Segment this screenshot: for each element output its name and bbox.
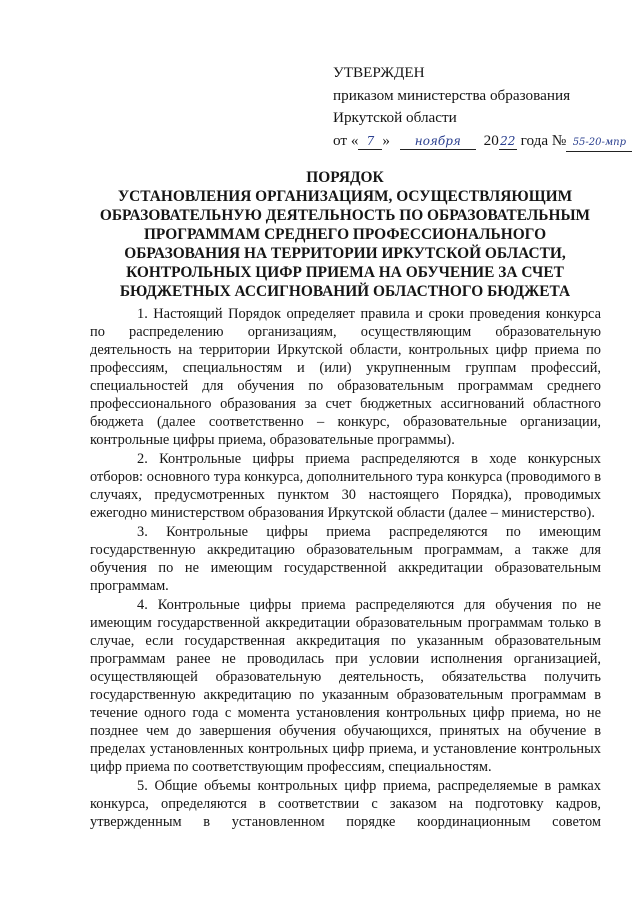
approval-date-line [333, 130, 633, 153]
paragraph-4: 4. Контрольные цифры приема распределяются для обучения по не имеющим государственной аккредитации образовательным программам только в случае, если государственная аккредитация по указанным образовательным программам ранее не проводилась при условии исполнения организацией, осуществляющей образовательную деятельность, обязательства получить государственную аккредитацию по указанным образовательным программам в течение одного года с момента установления контрольных цифр приема, но не позднее чем до завершения обучения обучающихся, принятых на обучение в пределах установленных контрольных цифр приема, и установление контрольных цифр приема по соответствующим профессиям, специальностям. [90, 597, 601, 775]
title-line: КОНТРОЛЬНЫХ ЦИФР ПРИЕМА НА ОБУЧЕНИЕ ЗА СЧЕТ [126, 264, 564, 281]
paragraph-2: 2. Контрольные цифры приема распределяются в ходе конкурсных отборов: основного тура конкурса, дополнительного тура конкурса (проводимого в случаях, предусмотренных пунктом 30 настоящего Порядка), проводимых ежегодно министерством образования Иркутской области (далее – министерство). [90, 451, 601, 521]
handwritten-year: 22 [500, 133, 516, 148]
document-body [90, 305, 601, 832]
handwritten-month: ноября [400, 133, 476, 150]
title-line: УСТАНОВЛЕНИЯ ОРГАНИЗАЦИЯМ, ОСУЩЕСТВЛЯЮЩИМ [117, 188, 573, 205]
title-line: ОБРАЗОВАНИЯ НА ТЕРРИТОРИИ ИРКУТСКОЙ ОБЛАСТИ, [124, 245, 566, 262]
paragraph-5: 5. Общие объемы контрольных цифр приема, распределяемые в рамках конкурса, определяются в соответствии с заказом на подготовку кадров, утвержденным в установленном порядке координационным советом [90, 778, 601, 830]
title-line: БЮДЖЕТНЫХ АССИГНОВАНИЙ ОБЛАСТНОГО БЮДЖЕТА [119, 283, 571, 300]
date-prefix: от « [333, 131, 359, 149]
date-quote: » [382, 131, 391, 149]
title-line: ПОРЯДОК [306, 169, 384, 186]
year-prefix: 20 [483, 131, 499, 149]
handwritten-number: 55-20-мпр [566, 135, 632, 152]
year-word: года № [520, 131, 567, 149]
approval-heading: УТВЕРЖДЕН [333, 64, 425, 81]
approval-order-text: приказом министерства образования [333, 86, 571, 104]
paragraph-1: 1. Настоящий Порядок определяет правила и сроки проведения конкурса по распределению организациям, осуществляющим образовательную деятельность на территории Иркутской области, контрольных цифр приема по профессиям, специальностям и (или) укрупненным группам профессий, специальностей для обучения по образовательным программам среднего профессионального образования за счет бюджетных ассигнований областного бюджета (далее соответственно – конкурс, образовательные организации, контрольные цифры приема, образовательные программы). [90, 306, 601, 448]
handwritten-day: 7 [358, 133, 382, 150]
title-line: ПРОГРАММАМ СРЕДНЕГО ПРОФЕССИОНАЛЬНОГО [143, 226, 547, 243]
title-line: ОБРАЗОВАТЕЛЬНУЮ ДЕЯТЕЛЬНОСТЬ ПО ОБРАЗОВАТЕЛЬНЫМ [99, 207, 591, 224]
paragraph-3: 3. Контрольные цифры приема распределяются по имеющим государственную аккредитацию образовательным программам, а также для обучения по не имеющим государственной аккредитации образовательным программам. [90, 524, 601, 594]
approval-region-text: Иркутской области [333, 109, 457, 126]
approval-block [333, 62, 633, 152]
document-title [90, 168, 600, 301]
